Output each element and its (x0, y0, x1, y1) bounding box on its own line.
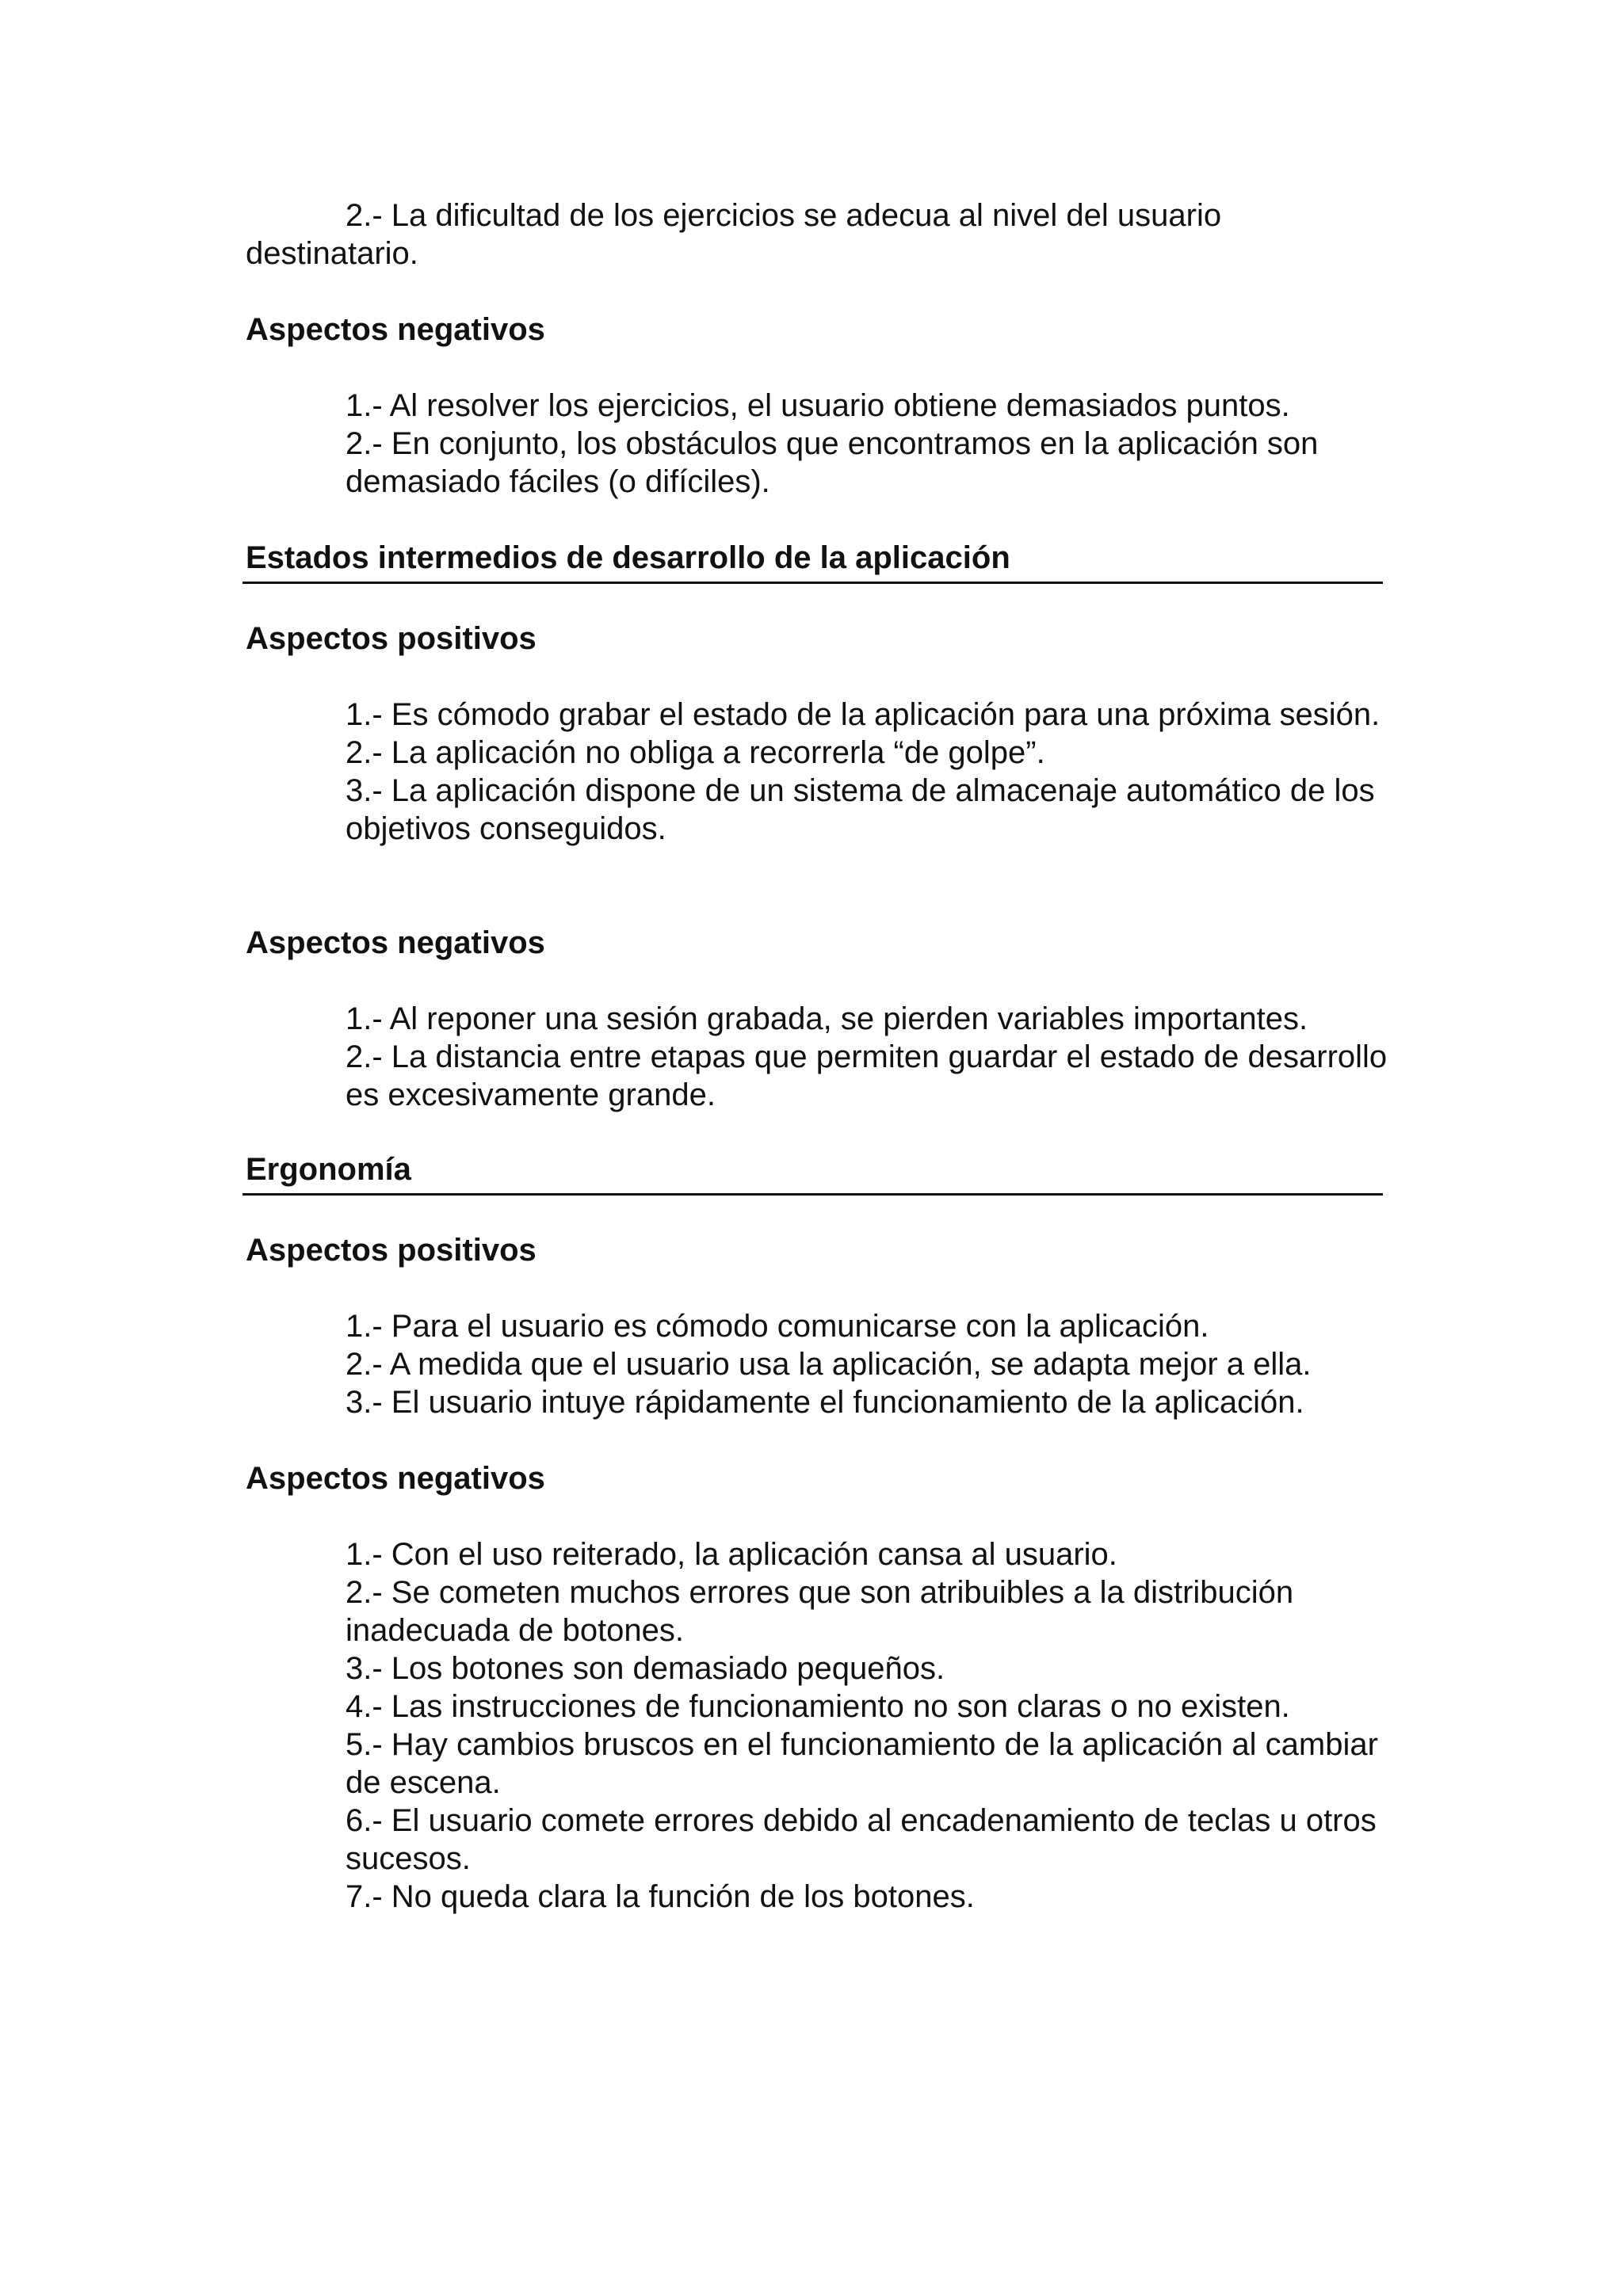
list-item: 2.- A medida que el usuario usa la aplicación, se adapta mejor a ella. (346, 1347, 1312, 1382)
list-item: 4.- Las instrucciones de funcionamiento no son claras o no existen. (346, 1689, 1290, 1724)
negatives-heading: Aspectos negativos (246, 312, 545, 347)
negatives-heading: Aspectos negativos (246, 1461, 545, 1496)
list-item: 2.- Se cometen muchos errores que son atribuibles a la distribución inadecuada de botones. (346, 1575, 1294, 1648)
positives-heading: Aspectos positivos (246, 1233, 537, 1268)
positives-heading: Aspectos positivos (246, 621, 537, 656)
list-item: 3.- Los botones son demasiado pequeños. (346, 1651, 945, 1686)
list-item: 1.- Para el usuario es cómodo comunicarse con la aplicación. (346, 1309, 1209, 1344)
section-title-estados: Estados intermedios de desarrollo de la aplicación (242, 539, 1383, 584)
negatives-list (346, 387, 1388, 501)
list-item: 1.- Con el uso reiterado, la aplicación cansa al usuario. (346, 1537, 1117, 1572)
list-item: 6.- El usuario comete errores debido al encadenamiento de teclas u otros sucesos. (346, 1803, 1377, 1876)
list-item: 3.- La aplicación dispone de un sistema de almacenaje automático de los objetivos conseguidos. (346, 773, 1375, 846)
list-item: 1.- Al resolver los ejercicios, el usuario obtiene demasiados puntos. (346, 388, 1290, 423)
list-item: 2.- La aplicación no obliga a recorrerla “de golpe”. (346, 735, 1045, 770)
list-item: 2.- En conjunto, los obstáculos que encontramos en la aplicación son demasiado fáciles (o difíciles). (346, 426, 1319, 499)
list-item: 2.- La distancia entre etapas que permiten guardar el estado de desarrollo es excesivamente grande. (346, 1039, 1388, 1112)
list-item: 7.- No queda clara la función de los botones. (346, 1879, 975, 1914)
list-item: 1.- Al reponer una sesión grabada, se pierden variables importantes. (346, 1001, 1308, 1036)
list-item: 1.- Es cómodo grabar el estado de la aplicación para una próxima sesión. (346, 697, 1381, 732)
negatives-list (346, 1000, 1388, 1114)
positives-list (346, 1307, 1388, 1421)
negatives-heading: Aspectos negativos (246, 925, 545, 960)
positives-list (346, 696, 1388, 848)
negatives-list (346, 1535, 1388, 1916)
list-item: 3.- El usuario intuye rápidamente el funcionamiento de la aplicación. (346, 1385, 1304, 1420)
list-item: 5.- Hay cambios bruscos en el funcionamiento de la aplicación al cambiar de escena. (346, 1727, 1378, 1800)
section-title-ergonomia: Ergonomía (242, 1150, 1383, 1196)
intro-paragraph: 2.- La dificultad de los ejercicios se adecua al nivel del usuario destinatario. (246, 198, 1222, 271)
